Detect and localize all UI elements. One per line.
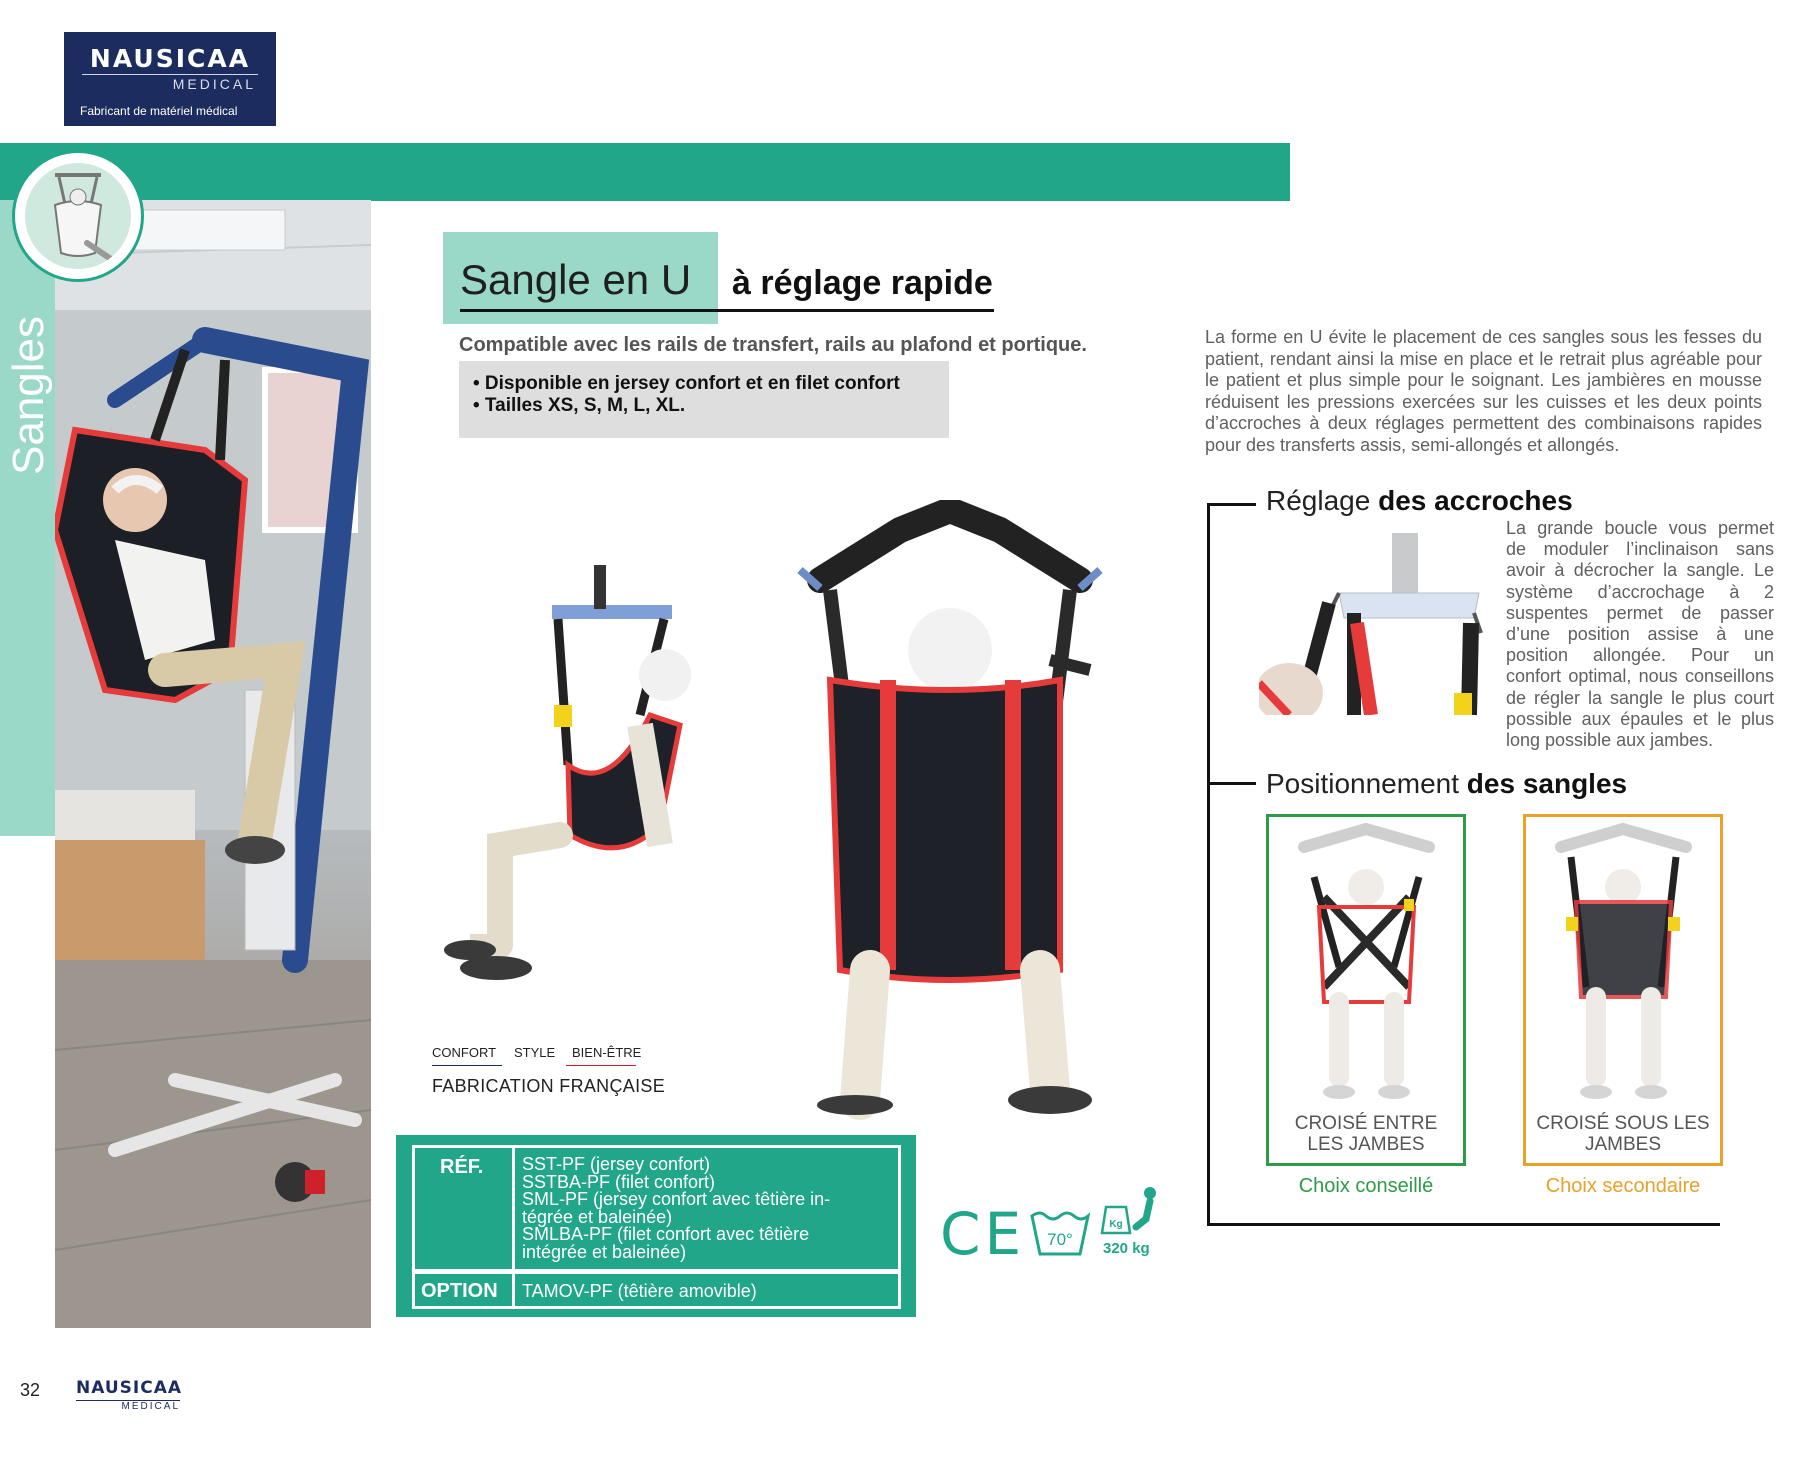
hook-adjustment-photo (1259, 533, 1485, 715)
option-value: TAMOV-PF (têtière amovible) (522, 1281, 757, 1301)
category-strip (0, 200, 55, 836)
sling-category-badge (12, 150, 144, 282)
mif-word: CONFORT (432, 1045, 497, 1060)
brand-sub: MEDICAL (172, 76, 256, 92)
footer-brand-sub: MEDICAL (121, 1401, 180, 1412)
caption-line: CROISÉ SOUS LES (1536, 1113, 1710, 1134)
feature-item: • Disponible en jersey confort et en filet confort (473, 373, 900, 394)
page-number: 32 (20, 1380, 41, 1400)
position-card-secondary (1523, 814, 1723, 1166)
choice-recommended-label: Choix conseillé (1298, 1175, 1434, 1197)
caption-line: JAMBES (1584, 1134, 1662, 1155)
option-label: OPTION (421, 1280, 498, 1302)
compatibility-note: Compatible avec les rails de transfert, rails au plafond et portique. (459, 334, 1087, 356)
ref-values (522, 1156, 882, 1262)
bracket-baseline (1207, 1223, 1720, 1226)
section-title-bold: des sangles (1466, 768, 1628, 799)
sling-icon (25, 163, 131, 269)
position-card-recommended (1266, 814, 1466, 1166)
logo-divider (82, 74, 258, 75)
section-title-hooks (1266, 485, 1573, 517)
section-title-bold: des accroches (1378, 485, 1573, 516)
features-box (459, 361, 949, 438)
product-photo-back-view (760, 500, 1140, 1120)
ref-value: SML-PF (jersey confort avec têtière in- (522, 1189, 831, 1210)
brand-logo (64, 32, 276, 126)
brand-name: NAUSICAA (89, 44, 251, 73)
section-title-normal: Positionnement (1266, 768, 1460, 799)
wash-temperature: 70° (1047, 1230, 1073, 1249)
ref-value: SSTBA-PF (filet confort) (522, 1171, 716, 1192)
caption-line: LES JAMBES (1307, 1134, 1425, 1155)
mif-word: BIEN-ÊTRE (572, 1045, 642, 1060)
bracket-tick (1207, 782, 1256, 785)
section-title-normal: Réglage (1266, 485, 1371, 516)
position-caption (1526, 1113, 1720, 1155)
section-title-positioning (1266, 768, 1627, 800)
mif-red-line (566, 1065, 636, 1066)
caption-line: CROISÉ ENTRE (1294, 1113, 1438, 1134)
ref-value: intégrée et baleinée) (522, 1241, 687, 1262)
ref-value: tégrée et baleinée) (522, 1206, 673, 1227)
section-bracket (1207, 503, 1210, 1225)
ref-value: SST-PF (jersey confort) (522, 1154, 711, 1174)
patient-lift-illustration (55, 200, 371, 1328)
product-photo-side-view (440, 565, 720, 995)
crossed-under-legs-illustration (1526, 817, 1720, 1107)
made-in-france-label: FABRICATION FRANÇAISE (432, 1076, 665, 1096)
ref-label: RÉF. (440, 1156, 484, 1178)
ref-value: SMLBA-PF (filet confort avec têtière (522, 1224, 810, 1245)
title-underline (460, 309, 994, 312)
weight-unit: Kg (1109, 1219, 1123, 1230)
choice-secondary-label: Choix secondaire (1545, 1175, 1701, 1197)
header-band (0, 143, 1290, 201)
bracket-tick (1207, 503, 1256, 506)
position-caption (1269, 1113, 1463, 1155)
wash-temperature-icon (1030, 1210, 1090, 1256)
reference-table (396, 1135, 916, 1317)
product-description: La forme en U évite le placement de ces sangles sous les fesses du patient, rendant ainsi la mise en place et le retrait plus agréable pour le patient et plus simple pour le soignant. Les jambières en mousse réduisent les pressions exercées sur les cuisses et les deux points d’accroches à deux réglages permettent des combinaisons rapides pour des transferts assis, semi-allongés et allongés. (1205, 327, 1762, 455)
crossed-between-legs-illustration (1269, 817, 1463, 1107)
hook-description: La grande boucle vous permet de moduler l’inclinaison sans avoir à décrocher la sangle. Le système d’accrochage à 2 suspentes permet de passer d’une position assise à une position allongée. Pour un confort optimal, nous conseillons de régler la sangle le plus court possible aux épaules et le plus long possible aux jambes. (1506, 518, 1774, 751)
ce-mark-icon: CE (940, 1200, 1026, 1268)
mif-word: STYLE (514, 1045, 556, 1060)
footer-logo (76, 1378, 184, 1414)
max-weight: 320 kg (1103, 1240, 1150, 1257)
category-label (9, 405, 49, 475)
footer-brand: NAUSICAA (76, 1378, 183, 1398)
page-title: Sangle en U (460, 256, 692, 303)
lifestyle-photo (55, 200, 371, 1328)
ref-divider (512, 1145, 515, 1308)
max-weight-icon (1100, 1185, 1162, 1237)
brand-tagline: Fabricant de matériel médical (80, 104, 238, 118)
feature-item: • Tailles XS, S, M, L, XL. (473, 395, 686, 416)
mif-blue-line (432, 1065, 502, 1066)
page-subtitle: à réglage rapide (732, 264, 993, 302)
